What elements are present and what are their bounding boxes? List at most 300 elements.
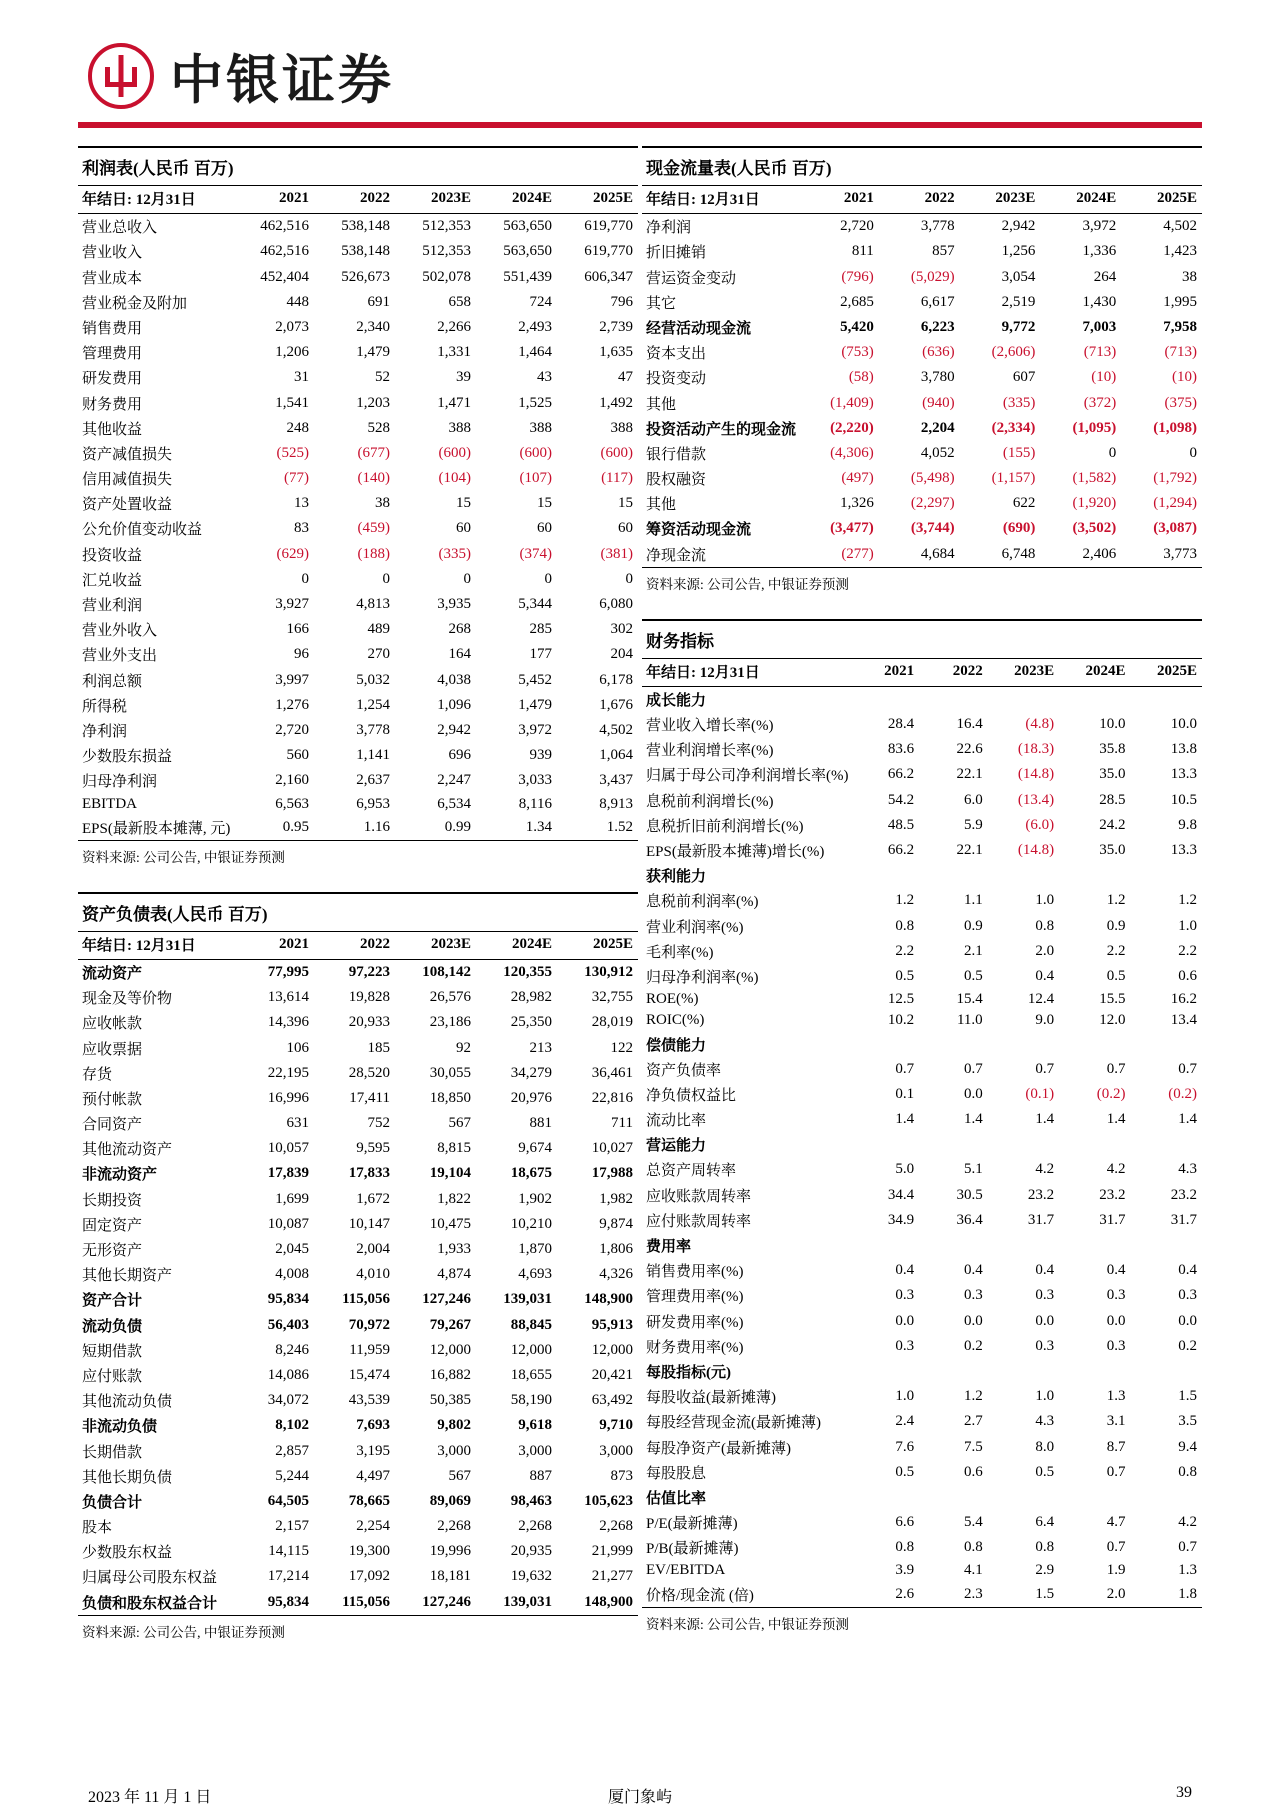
- row-value: 139,031: [503, 1291, 552, 1308]
- row-value: 166: [286, 621, 309, 638]
- row-value: 1.3: [1106, 1388, 1126, 1405]
- row-value: 19,828: [348, 989, 390, 1006]
- table-row: [78, 592, 638, 617]
- row-value: 3,195: [356, 1442, 390, 1459]
- row-value: [919, 1031, 988, 1056]
- row-value: 20,933: [348, 1014, 390, 1031]
- row-value: (5,029): [910, 268, 955, 285]
- row-value: 34.4: [887, 1186, 915, 1203]
- row-label: 其它: [646, 295, 677, 312]
- row-value: 388: [448, 419, 471, 436]
- row-value: 30,055: [429, 1064, 471, 1081]
- row-value: (18.3): [1017, 741, 1055, 758]
- row-value: 6,748: [960, 542, 1041, 568]
- row-value: 95,834: [267, 1291, 309, 1308]
- row-value: 9,710: [599, 1417, 633, 1434]
- row-value: 120,355: [503, 963, 552, 980]
- row-value: 20,976: [510, 1089, 552, 1106]
- row-value: 1,541: [275, 394, 309, 411]
- row-value: 2.2: [895, 942, 915, 959]
- table-row: [78, 365, 638, 390]
- row-value: 13,614: [267, 989, 309, 1006]
- table-row: [78, 1514, 638, 1539]
- row-value: 0.7: [895, 1060, 915, 1077]
- row-value: 1,933: [437, 1241, 471, 1258]
- table-row: [78, 1313, 638, 1338]
- table-row: [78, 441, 638, 466]
- column-header-year: 2023E: [395, 186, 476, 214]
- row-value: (600): [438, 444, 471, 461]
- table-row: [642, 788, 1202, 813]
- row-value: 881: [529, 1115, 552, 1132]
- column-header-year: 2021: [798, 186, 879, 214]
- row-value: 452,404: [260, 268, 309, 285]
- row-label: ROIC(%): [646, 1012, 705, 1029]
- row-value: 7,958: [1163, 318, 1197, 335]
- row-value: 2.9: [1035, 1562, 1055, 1579]
- row-value: 23.2: [1027, 1186, 1055, 1203]
- row-label: 营业成本: [82, 270, 143, 287]
- row-value: 448: [286, 293, 309, 310]
- row-value: 462,516: [260, 243, 309, 260]
- table-row: [78, 1388, 638, 1413]
- row-value: 1,995: [1163, 293, 1197, 310]
- table-row: [78, 1413, 638, 1438]
- row-value: 0.9: [963, 917, 983, 934]
- table-row: [78, 1212, 638, 1237]
- row-value: [851, 1132, 920, 1157]
- row-label: 少数股东权益: [82, 1545, 173, 1562]
- table-row: [78, 491, 638, 516]
- row-value: 0.0: [1178, 1312, 1197, 1329]
- table-row: [78, 1010, 638, 1035]
- row-value: 204: [610, 646, 633, 663]
- table-row: [642, 1560, 1202, 1581]
- row-value: 2,268: [599, 1518, 633, 1535]
- row-value: (381): [600, 545, 633, 562]
- row-value: 18,181: [429, 1568, 471, 1585]
- row-value: 3.9: [895, 1562, 915, 1579]
- row-value: 2.3: [919, 1582, 988, 1608]
- row-label: EPS(最新股本摊薄, 元): [78, 815, 233, 841]
- table-row: [642, 1082, 1202, 1107]
- row-value: 34,279: [510, 1064, 552, 1081]
- row-label: 营运能力: [646, 1138, 707, 1155]
- row-value: 1.5: [1178, 1388, 1197, 1405]
- row-label: 其他长期资产: [82, 1268, 173, 1285]
- row-value: 1.2: [1106, 892, 1126, 909]
- row-value: 14,396: [267, 1014, 309, 1031]
- row-value: (600): [519, 444, 552, 461]
- row-value: 1,982: [599, 1190, 633, 1207]
- row-value: 606,347: [584, 268, 633, 285]
- page-header: [0, 0, 1280, 140]
- table-section-row: [642, 1359, 1202, 1384]
- row-value: [919, 1485, 988, 1510]
- row-label: 股权融资: [646, 472, 707, 489]
- row-value: 1.4: [963, 1111, 983, 1128]
- table-row: [78, 340, 638, 365]
- table-row: [78, 214, 638, 240]
- row-value: 15.5: [1099, 991, 1126, 1008]
- row-label: 营业收入: [82, 245, 143, 262]
- row-value: [988, 1132, 1059, 1157]
- row-value: 0.4: [963, 1262, 983, 1279]
- row-value: 3,033: [518, 772, 552, 789]
- row-value: (0.2): [1168, 1085, 1197, 1102]
- row-value: (0.1): [1025, 1085, 1055, 1102]
- row-value: 0.3: [1106, 1337, 1126, 1354]
- row-value: 3,054: [1001, 268, 1036, 285]
- row-label: 应付账款: [82, 1368, 143, 1385]
- row-value: 3,778: [356, 721, 390, 738]
- row-label: 净利润: [646, 220, 692, 237]
- row-value: [919, 1359, 988, 1384]
- table-row: [78, 1564, 638, 1589]
- row-value: 12.0: [1099, 1012, 1126, 1029]
- row-value: 1,822: [437, 1190, 471, 1207]
- row-value: 122: [610, 1039, 633, 1056]
- row-value: 12,000: [429, 1341, 471, 1358]
- row-value: 887: [529, 1467, 552, 1484]
- row-value: 2,519: [1001, 293, 1036, 310]
- row-label: 营业外收入: [82, 623, 158, 640]
- table-row: [642, 1384, 1202, 1409]
- footer-page-number: 39: [1176, 1784, 1192, 1801]
- row-label: 息税折旧前利润增长(%): [646, 818, 804, 835]
- row-value: 64,505: [267, 1492, 309, 1509]
- table-row: [642, 315, 1202, 340]
- row-value: 538,148: [341, 243, 390, 260]
- row-value: 9,674: [518, 1140, 552, 1157]
- row-label: P/B(最新摊薄): [646, 1541, 739, 1558]
- table-row: [78, 1338, 638, 1363]
- table-row: [78, 1539, 638, 1564]
- row-value: 2,340: [356, 318, 390, 335]
- row-value: 752: [367, 1115, 390, 1132]
- row-value: 15.4: [956, 991, 983, 1008]
- row-value: 0.6: [963, 1463, 983, 1480]
- table-row: [78, 239, 638, 264]
- row-value: 0.8: [1035, 917, 1055, 934]
- row-value: (188): [357, 545, 390, 562]
- row-value: 1,206: [275, 344, 309, 361]
- row-value: 32,755: [591, 989, 633, 1006]
- row-value: 3,780: [920, 369, 955, 386]
- row-value: 2,268: [518, 1518, 552, 1535]
- row-value: 70,972: [348, 1316, 390, 1333]
- row-value: 607: [1012, 369, 1036, 386]
- row-value: 4.2: [1178, 1514, 1197, 1531]
- row-value: (155): [1002, 444, 1036, 461]
- row-value: 528: [367, 419, 390, 436]
- row-label: 营业利润率(%): [646, 919, 744, 936]
- row-value: 23,186: [429, 1014, 471, 1031]
- column-header-year: 2022: [879, 186, 960, 214]
- row-label: 其他流动负债: [82, 1394, 173, 1411]
- row-value: 563,650: [503, 243, 552, 260]
- row-value: 21,277: [591, 1568, 633, 1585]
- row-value: 724: [529, 293, 552, 310]
- row-value: 7.6: [895, 1438, 915, 1455]
- row-value: 12,000: [510, 1341, 552, 1358]
- column-header-year: 2025E: [1121, 186, 1202, 214]
- row-value: 10,475: [429, 1215, 471, 1232]
- table-row: [78, 617, 638, 642]
- row-value: 22.1: [956, 842, 983, 859]
- row-value: 0.4: [895, 1262, 915, 1279]
- row-value: 35.8: [1099, 741, 1126, 758]
- table-row: [642, 441, 1202, 466]
- row-value: (2,297): [910, 495, 955, 512]
- row-value: 560: [286, 747, 309, 764]
- row-value: 56,403: [267, 1316, 309, 1333]
- row-value: 25,350: [510, 1014, 552, 1031]
- row-value: 1.3: [1178, 1562, 1197, 1579]
- row-value: 28,982: [510, 989, 552, 1006]
- row-value: 248: [286, 419, 309, 436]
- row-value: 2,685: [840, 293, 874, 310]
- row-value: 691: [367, 293, 390, 310]
- row-value: (1,582): [1072, 470, 1117, 487]
- row-value: 7,693: [356, 1417, 390, 1434]
- row-value: 1,276: [275, 696, 309, 713]
- row-value: 4,497: [356, 1467, 390, 1484]
- row-value: 21,999: [591, 1543, 633, 1560]
- row-label: 财务费用: [82, 396, 143, 413]
- row-value: 2,720: [840, 218, 874, 235]
- row-label: 资产合计: [82, 1293, 143, 1310]
- row-value: 2.1: [963, 942, 983, 959]
- row-value: 164: [448, 646, 471, 663]
- row-label: 营业收入增长率(%): [646, 718, 774, 735]
- row-value: 4.3: [1035, 1413, 1055, 1430]
- row-value: 658: [448, 293, 471, 310]
- row-value: 2,268: [437, 1518, 471, 1535]
- table-row: [642, 1434, 1202, 1459]
- row-value: 36,461: [591, 1064, 633, 1081]
- row-value: 2,857: [275, 1442, 309, 1459]
- row-label: 成长能力: [646, 692, 707, 709]
- row-label: 其他长期负债: [82, 1469, 173, 1486]
- table-row: [78, 1464, 638, 1489]
- row-value: 2,157: [275, 1518, 309, 1535]
- row-value: 0.5: [1035, 1463, 1055, 1480]
- row-value: (753): [841, 344, 874, 361]
- row-label: 长期投资: [82, 1192, 143, 1209]
- row-value: 873: [610, 1467, 633, 1484]
- row-value: 106: [286, 1039, 309, 1056]
- row-value: 2,739: [599, 318, 633, 335]
- table-section-row: [642, 1233, 1202, 1258]
- row-value: 23.2: [1099, 1186, 1126, 1203]
- row-value: 9.0: [1035, 1012, 1055, 1029]
- table-row: [78, 718, 638, 743]
- row-value: 185: [367, 1039, 390, 1056]
- table-row: [642, 264, 1202, 289]
- row-value: [1059, 1132, 1130, 1157]
- row-value: 1,096: [437, 696, 471, 713]
- row-value: 10,027: [591, 1140, 633, 1157]
- footer-title: 厦门象屿: [607, 1789, 672, 1806]
- row-value: [1131, 1132, 1202, 1157]
- row-label: 非流动资产: [82, 1167, 158, 1184]
- row-value: (1,095): [1072, 419, 1117, 436]
- row-value: 1,635: [599, 344, 633, 361]
- row-value: 0.8: [963, 1539, 983, 1556]
- table-row: [642, 737, 1202, 762]
- table-row: [642, 239, 1202, 264]
- row-label: 其他: [646, 497, 677, 514]
- row-label: 估值比率: [646, 1490, 707, 1507]
- row-value: 12.5: [887, 991, 915, 1008]
- row-value: 696: [448, 747, 471, 764]
- row-value: 1,254: [356, 696, 390, 713]
- row-value: 9,772: [1001, 318, 1036, 335]
- row-value: 0.8: [1178, 1463, 1197, 1480]
- row-value: 38: [1182, 268, 1197, 285]
- row-value: 1,464: [518, 344, 552, 361]
- row-value: 28.5: [1099, 791, 1126, 808]
- row-value: (3,502): [1072, 520, 1117, 537]
- row-value: 11,959: [349, 1341, 390, 1358]
- row-label: 所得税: [82, 698, 128, 715]
- row-value: 0: [625, 570, 633, 587]
- row-label: 固定资产: [82, 1217, 143, 1234]
- row-label: 预付帐款: [82, 1091, 143, 1108]
- table-row: [78, 1237, 638, 1262]
- row-value: 462,516: [260, 218, 309, 235]
- column-header-year: 2022: [314, 186, 395, 214]
- row-value: 2,406: [1040, 542, 1121, 568]
- row-value: 1,699: [275, 1190, 309, 1207]
- row-label: 归属于母公司净利润增长率(%): [646, 768, 849, 785]
- row-value: 36.4: [956, 1211, 983, 1228]
- row-value: 127,246: [422, 1291, 471, 1308]
- row-value: 31.7: [1170, 1211, 1197, 1228]
- column-header-year: 2021: [233, 932, 314, 960]
- table-row: [78, 1262, 638, 1287]
- table-row: [642, 1582, 1202, 1608]
- row-label: 偿债能力: [646, 1037, 707, 1054]
- row-value: 63,492: [591, 1392, 633, 1409]
- row-value: (104): [438, 470, 471, 487]
- row-value: (677): [357, 444, 390, 461]
- row-value: (374): [519, 545, 552, 562]
- row-value: 95,913: [591, 1316, 633, 1333]
- row-value: 563,650: [503, 218, 552, 235]
- row-value: (600): [600, 444, 633, 461]
- row-value: 1,064: [599, 747, 633, 764]
- row-value: 4,693: [518, 1266, 552, 1283]
- row-label: 应收帐款: [82, 1016, 143, 1033]
- row-value: 388: [529, 419, 552, 436]
- row-value: 16,996: [267, 1089, 309, 1106]
- row-value: 10,057: [267, 1140, 309, 1157]
- row-value: 0.5: [895, 967, 915, 984]
- row-value: 17,839: [267, 1165, 309, 1182]
- row-value: 2,004: [356, 1241, 390, 1258]
- row-label: 费用率: [646, 1239, 692, 1256]
- row-value: 23.2: [1170, 1186, 1197, 1203]
- row-value: 0: [1108, 444, 1117, 461]
- brand-name: 中银证券: [170, 52, 394, 110]
- row-value: 139,031: [476, 1590, 557, 1616]
- table-row: [78, 642, 638, 667]
- row-value: 47: [618, 369, 633, 386]
- table-row: [78, 1363, 638, 1388]
- income-statement-title: 利润表(人民币 百万): [78, 146, 638, 186]
- row-value: 631: [286, 1115, 309, 1132]
- row-value: 10.0: [1099, 716, 1126, 733]
- row-value: [919, 863, 988, 888]
- row-value: 48.5: [887, 816, 915, 833]
- financial-ratios-title: 财务指标: [642, 619, 1202, 659]
- table-row: [642, 466, 1202, 491]
- row-value: 1,471: [437, 394, 471, 411]
- row-value: 0.8: [1035, 1539, 1055, 1556]
- row-value: 1.4: [1178, 1111, 1197, 1128]
- balance-sheet-title: 资产负债表(人民币 百万): [78, 892, 638, 932]
- row-value: 177: [529, 646, 552, 663]
- row-value: 4.2: [1035, 1161, 1055, 1178]
- row-label: 应收票据: [82, 1041, 143, 1058]
- row-value: (3,087): [1153, 520, 1197, 537]
- table-row: [78, 1489, 638, 1514]
- row-value: 4,502: [599, 721, 633, 738]
- row-value: [988, 1485, 1059, 1510]
- row-value: 28.4: [887, 716, 915, 733]
- row-value: 0.8: [895, 917, 915, 934]
- row-label: 股本: [82, 1520, 113, 1537]
- row-value: 89,069: [429, 1492, 471, 1509]
- row-value: 13.3: [1170, 766, 1197, 783]
- row-value: (3,477): [830, 520, 874, 537]
- row-value: 4,052: [920, 444, 955, 461]
- row-value: 28,520: [348, 1064, 390, 1081]
- row-value: 796: [610, 293, 633, 310]
- column-header-year: 2025E: [557, 932, 638, 960]
- row-label: 少数股东损益: [82, 749, 173, 766]
- table-row: [642, 762, 1202, 787]
- row-label: 应收账款周转率: [646, 1188, 752, 1205]
- table-row: [78, 1590, 638, 1616]
- row-value: 5.0: [895, 1161, 915, 1178]
- row-value: 1.2: [895, 892, 915, 909]
- row-value: 8.7: [1106, 1438, 1126, 1455]
- table-row: [642, 1107, 1202, 1132]
- row-label: 资本支出: [646, 346, 707, 363]
- row-value: 6,617: [920, 293, 955, 310]
- row-value: (4.8): [1025, 716, 1055, 733]
- row-value: 1,870: [518, 1241, 552, 1258]
- row-value: 619,770: [584, 243, 633, 260]
- table-row: [642, 1510, 1202, 1535]
- row-label: 流动负债: [82, 1318, 143, 1335]
- row-value: 0.9: [1106, 917, 1126, 934]
- row-value: 2,942: [1001, 218, 1036, 235]
- row-label: 毛利率(%): [646, 944, 714, 961]
- cashflow-statement-table: [642, 186, 1202, 568]
- column-header-year: 2024E: [476, 932, 557, 960]
- row-value: 8,116: [518, 795, 552, 812]
- row-label: 财务费用率(%): [646, 1339, 744, 1356]
- table-section-row: [642, 1132, 1202, 1157]
- table-row: [642, 214, 1202, 240]
- row-value: 1.4: [895, 1111, 915, 1128]
- row-label: 流动比率: [646, 1113, 707, 1130]
- row-value: 1,256: [1001, 243, 1036, 260]
